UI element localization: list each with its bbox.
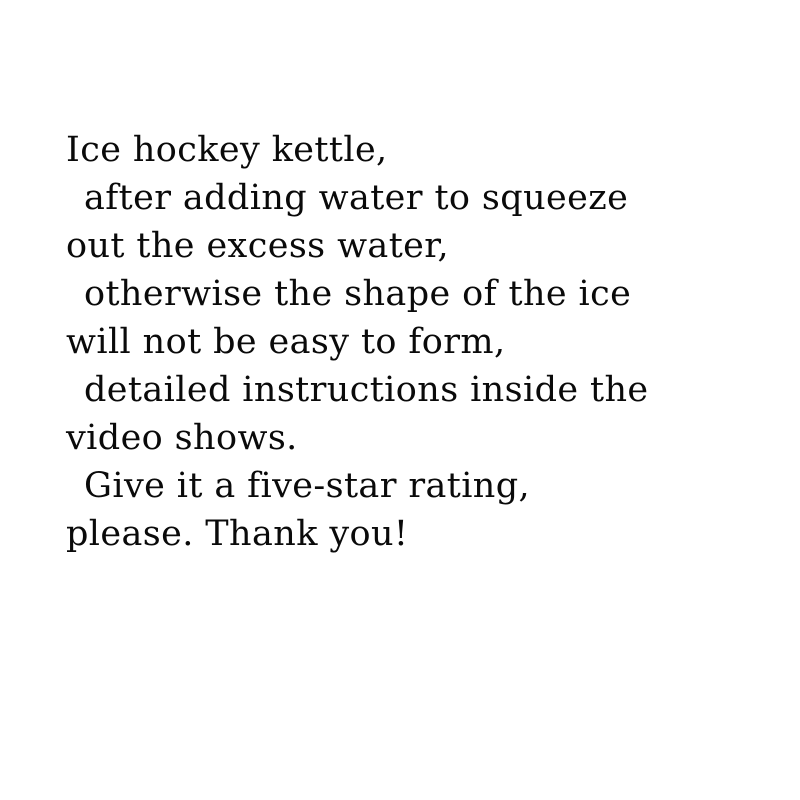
- text-line: detailed instructions inside the: [84, 370, 649, 410]
- text-line: otherwise the shape of the ice: [84, 274, 632, 314]
- text-line: will not be easy to form,: [66, 322, 506, 362]
- text-line: video shows.: [66, 418, 298, 458]
- text-line: Ice hockey kettle,: [66, 130, 388, 170]
- text-line: please. Thank you!: [66, 514, 409, 554]
- text-line: Give it a five-star rating,: [84, 466, 531, 506]
- text-line: after adding water to squeeze: [84, 178, 629, 218]
- instruction-text-block: [66, 126, 726, 558]
- text-line: out the excess water,: [66, 226, 450, 266]
